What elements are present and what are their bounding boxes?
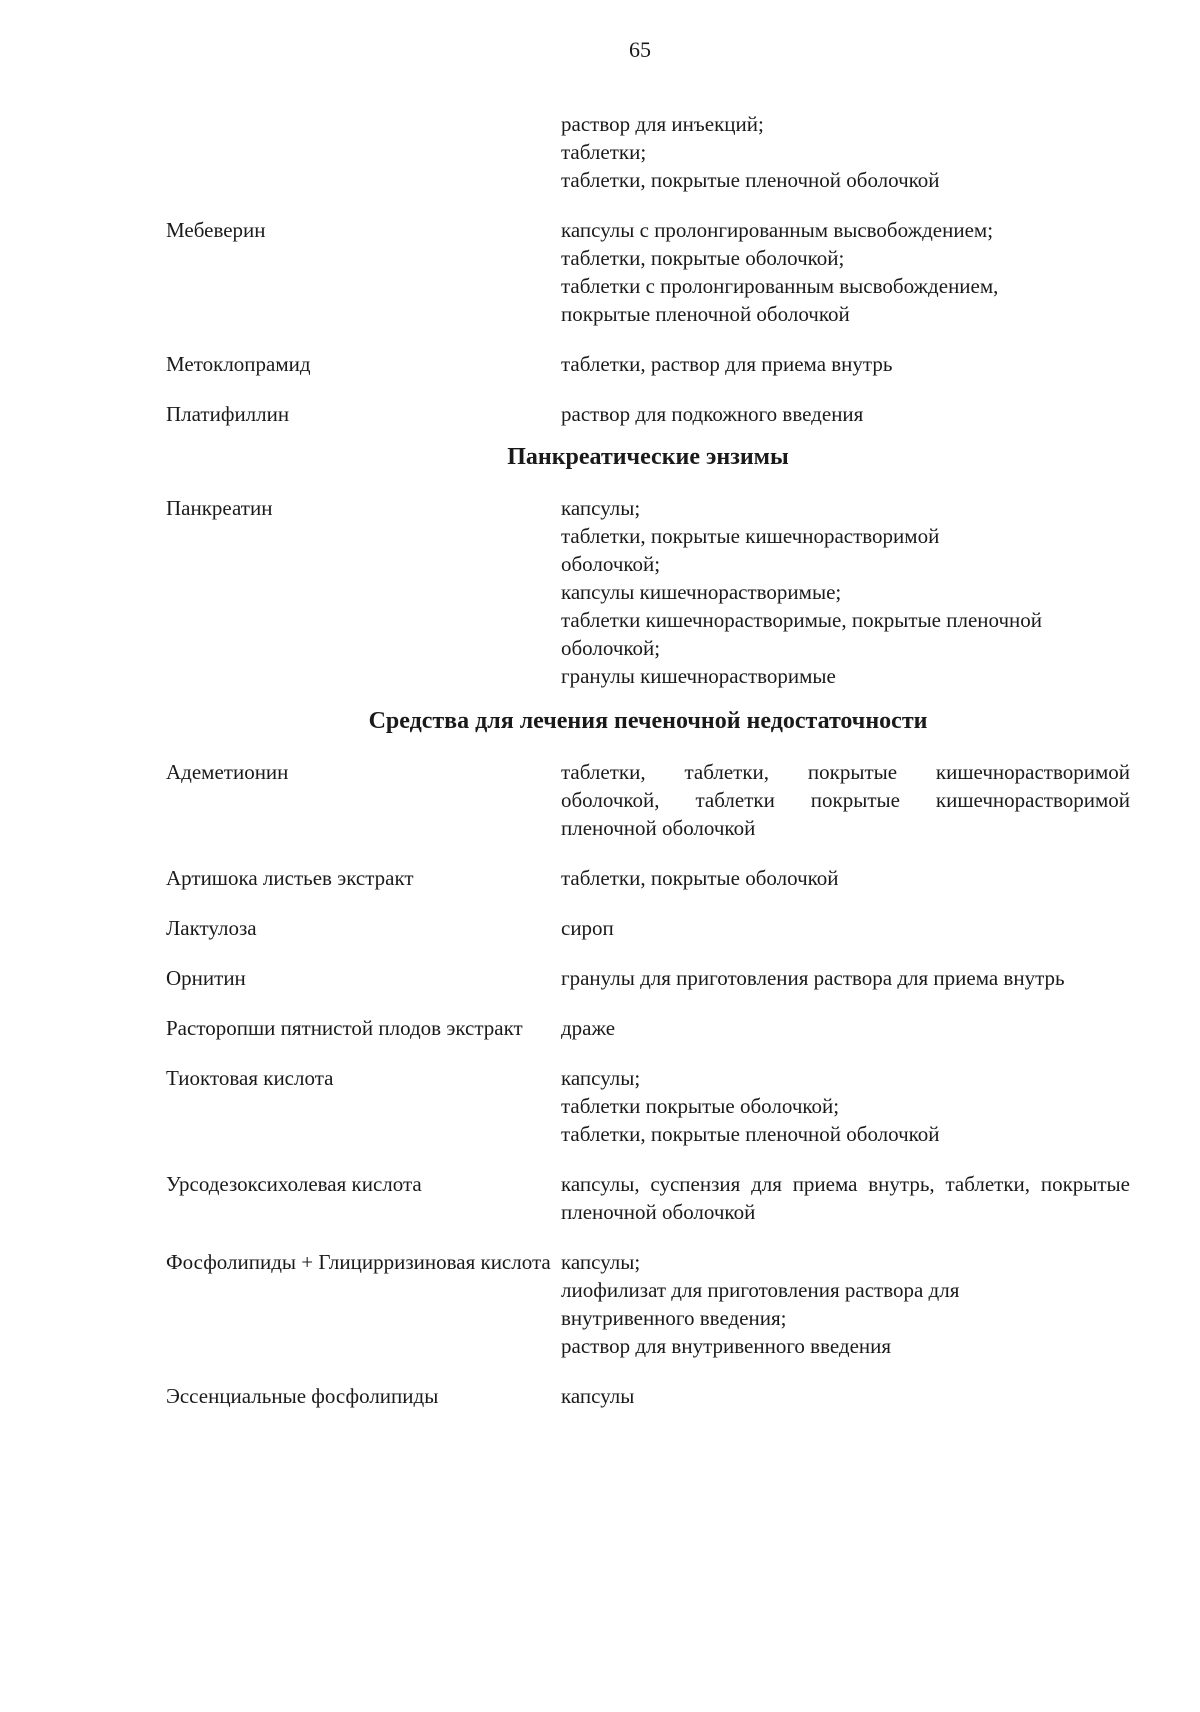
table-row	[166, 216, 1130, 328]
table-row	[166, 1248, 1130, 1360]
dosage-forms: капсулы, суспензия для приема внутрь, таблетки, покрытые пленочной оболочкой	[561, 1172, 1130, 1224]
dosage-forms: таблетки, таблетки, покрытые кишечнорастворимой оболочкой, таблетки покрытые кишечнорастворимой пленочной оболочкой	[561, 760, 1130, 840]
table-row	[166, 1064, 1130, 1148]
drug-name: Орнитин	[166, 966, 246, 990]
dosage-form-line: таблетки, покрытые пленочной оболочкой	[561, 168, 940, 192]
drug-name: Панкреатин	[166, 496, 273, 520]
dosage-form-line: таблетки с пролонгированным высвобождением,	[561, 274, 999, 298]
page-number: 65	[629, 37, 651, 62]
table-row	[166, 1014, 1130, 1042]
table-row	[166, 1382, 1130, 1410]
dosage-forms	[561, 110, 1130, 194]
dosage-form-line: капсулы кишечнорастворимые;	[561, 580, 842, 604]
dosage-form-line: гранулы кишечнорастворимые	[561, 664, 836, 688]
dosage-form-line: оболочкой;	[561, 636, 661, 660]
dosage-form-line: раствор для подкожного введения	[561, 402, 864, 426]
dosage-forms	[561, 494, 1130, 690]
dosage-forms: капсулы	[561, 1384, 635, 1408]
table-row	[166, 964, 1130, 992]
drug-name: Лактулоза	[166, 916, 257, 940]
table-row	[166, 350, 1130, 378]
dosage-form-line: оболочкой;	[561, 552, 661, 576]
dosage-form-line: капсулы;	[561, 1250, 641, 1274]
drug-name: Фосфолипиды + Глицирризиновая кислота	[166, 1250, 551, 1274]
dosage-form-line: раствор для внутривенного введения	[561, 1334, 892, 1358]
drug-name: Эссенциальные фосфолипиды	[166, 1384, 439, 1408]
table-row	[166, 758, 1130, 842]
drug-name: Адеметионин	[166, 760, 289, 784]
dosage-form-line: таблетки, покрытые кишечнорастворимой	[561, 524, 940, 548]
drug-name: Артишока листьев экстракт	[166, 866, 414, 890]
dosage-form-line: покрытые пленочной оболочкой	[561, 302, 850, 326]
dosage-forms	[561, 400, 1130, 428]
dosage-form-line: капсулы;	[561, 496, 641, 520]
dosage-form-line: внутривенного введения;	[561, 1306, 787, 1330]
dosage-forms	[561, 216, 1130, 328]
table-row	[166, 110, 1130, 194]
section-heading: Панкреатические энзимы	[507, 444, 789, 470]
dosage-forms: гранулы для приготовления раствора для приема внутрь	[561, 966, 1065, 990]
dosage-forms: таблетки, покрытые оболочкой	[561, 866, 839, 890]
table-row	[166, 400, 1130, 428]
drug-table	[166, 110, 1130, 1432]
dosage-forms	[561, 1064, 1130, 1148]
drug-name: Тиоктовая кислота	[166, 1066, 334, 1090]
dosage-form-line: таблетки, покрытые оболочкой;	[561, 246, 845, 270]
table-row	[166, 864, 1130, 892]
table-row	[166, 494, 1130, 690]
drug-name: Метоклопрамид	[166, 352, 311, 376]
drug-name: Урсодезоксихолевая кислота	[166, 1172, 422, 1196]
dosage-form-line: таблетки, раствор для приема внутрь	[561, 352, 893, 376]
dosage-form-line: таблетки, покрытые пленочной оболочкой	[561, 1122, 940, 1146]
dosage-form-line: таблетки;	[561, 140, 647, 164]
dosage-form-line: лиофилизат для приготовления раствора для	[561, 1278, 960, 1302]
table-row	[166, 1170, 1130, 1226]
drug-name: Мебеверин	[166, 218, 266, 242]
table-row	[166, 914, 1130, 942]
section-heading: Средства для лечения печеночной недостаточности	[368, 708, 928, 734]
dosage-forms: драже	[561, 1016, 616, 1040]
dosage-forms: сироп	[561, 916, 614, 940]
drug-name: Платифиллин	[166, 402, 290, 426]
dosage-form-line: таблетки кишечнорастворимые, покрытые пленочной	[561, 608, 1043, 632]
dosage-forms	[561, 1248, 1130, 1360]
dosage-form-line: таблетки покрытые оболочкой;	[561, 1094, 840, 1118]
drug-name: Расторопши пятнистой плодов экстракт	[166, 1016, 523, 1040]
dosage-form-line: капсулы с пролонгированным высвобождением;	[561, 218, 994, 242]
dosage-forms	[561, 350, 1130, 378]
dosage-form-line: капсулы;	[561, 1066, 641, 1090]
dosage-form-line: раствор для инъекций;	[561, 112, 764, 136]
